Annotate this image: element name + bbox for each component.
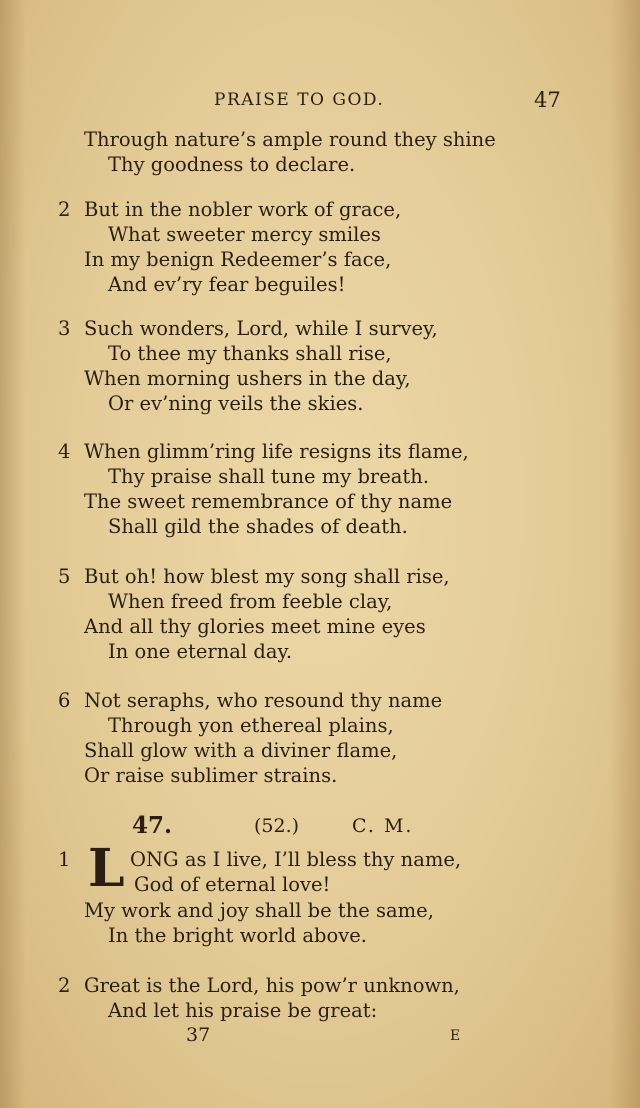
page-number: 47: [534, 88, 561, 112]
verse-line: In one eternal day.: [108, 640, 293, 663]
verse-line: Through yon ethereal plains,: [108, 714, 394, 737]
verse-line: Not seraphs, who resound thy name: [84, 689, 443, 712]
verse-line: Shall glow with a diviner flame,: [84, 739, 398, 762]
signature-mark: E: [450, 1028, 461, 1044]
hymn-tune-reference: (52.): [254, 815, 300, 837]
drop-cap: L: [88, 838, 125, 899]
verse-line: Great is the Lord, his pow’r unknown,: [84, 974, 460, 997]
verse-line: And all thy glories meet mine eyes: [84, 615, 426, 638]
verse-line: Thy praise shall tune my breath.: [108, 465, 430, 488]
page-edge-shadow-left: [0, 0, 26, 1108]
verse-number: 3: [58, 317, 71, 340]
verse-line: When glimm’ring life resigns its flame,: [84, 440, 469, 463]
verse-line: Thy goodness to declare.: [108, 153, 356, 176]
verse-line: And ev’ry fear beguiles!: [108, 273, 346, 296]
footer-page-number: 37: [186, 1024, 211, 1046]
verse-number: 4: [58, 440, 71, 463]
verse-number: 1: [58, 848, 71, 871]
verse-number: 5: [58, 565, 71, 588]
running-title: PRAISE TO GOD.: [214, 90, 385, 110]
hymn-number: 47.: [132, 812, 173, 839]
verse-line: My work and joy shall be the same,: [84, 899, 434, 922]
verse-line: But in the nobler work of grace,: [84, 198, 402, 221]
verse-line: To thee my thanks shall rise,: [108, 342, 392, 365]
verse-number: 2: [58, 974, 71, 997]
verse-number: 6: [58, 689, 71, 712]
verse-line: Or raise sublimer strains.: [84, 764, 338, 787]
verse-line: The sweet remembrance of thy name: [84, 490, 453, 513]
verse-line: In the bright world above.: [108, 924, 367, 947]
verse-line: In my benign Redeemer’s face,: [84, 248, 392, 271]
verse-line: When morning ushers in the day,: [84, 367, 411, 390]
verse-line: What sweeter mercy smiles: [108, 223, 381, 246]
verse-line: Through nature’s ample round they shine: [84, 128, 496, 151]
verse-line: God of eternal love!: [134, 873, 331, 896]
verse-line: Such wonders, Lord, while I survey,: [84, 317, 438, 340]
verse-line: And let his praise be great:: [108, 999, 378, 1022]
verse-line: ONG as I live, I’ll bless thy name,: [130, 848, 462, 871]
verse-line: But oh! how blest my song shall rise,: [84, 565, 450, 588]
verse-line: Shall gild the shades of death.: [108, 515, 408, 538]
verse-number: 2: [58, 198, 71, 221]
hymn-meter: C. M.: [352, 815, 414, 837]
verse-line: Or ev’ning veils the skies.: [108, 392, 364, 415]
verse-line: When freed from feeble clay,: [108, 590, 393, 613]
page-edge-shadow-right: [610, 0, 640, 1108]
